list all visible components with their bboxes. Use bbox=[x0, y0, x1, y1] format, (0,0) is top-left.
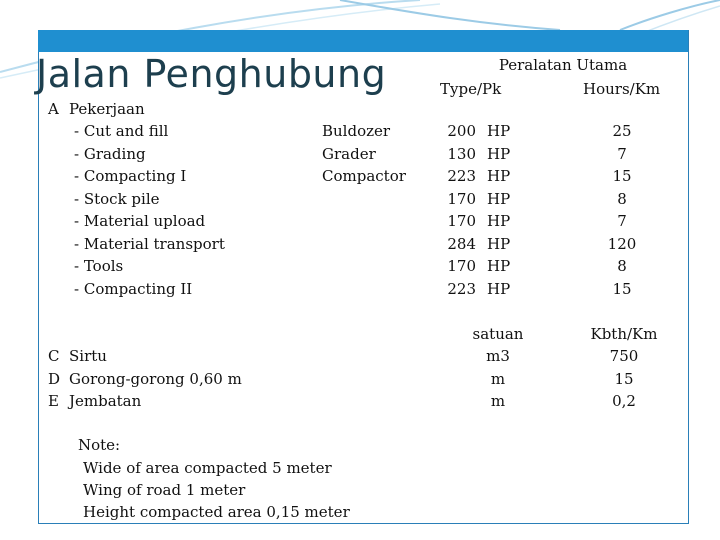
material-letter: C bbox=[48, 347, 60, 365]
material-letter: E bbox=[48, 392, 59, 410]
col-header-type: Type/Pk bbox=[440, 80, 502, 98]
task-item: - Material transport bbox=[74, 235, 225, 253]
material-name: Gorong-gorong 0,60 m bbox=[69, 370, 242, 388]
pk-unit: HP bbox=[487, 212, 511, 230]
pk-unit: HP bbox=[487, 122, 511, 140]
equipment-item: Buldozer bbox=[322, 122, 391, 140]
col-header-kbth: Kbth/Km bbox=[590, 325, 658, 343]
section-a-heading: Pekerjaan bbox=[69, 100, 145, 118]
hours-value: 7 bbox=[617, 145, 627, 163]
task-item: - Stock pile bbox=[74, 190, 160, 208]
section-a-letter: A bbox=[48, 100, 59, 118]
pk-value: 170 bbox=[447, 257, 476, 275]
material-name: Sirtu bbox=[69, 347, 107, 365]
col-header-hours: Hours/Km bbox=[583, 80, 661, 98]
hours-value: 15 bbox=[612, 280, 632, 298]
pk-value: 170 bbox=[447, 212, 476, 230]
note-line: Wide of area compacted 5 meter bbox=[83, 459, 332, 477]
material-kbth: 750 bbox=[609, 347, 639, 365]
pk-value: 223 bbox=[447, 280, 476, 298]
material-satuan: m3 bbox=[486, 347, 510, 365]
task-item: - Cut and fill bbox=[74, 122, 169, 140]
task-item: - Material upload bbox=[74, 212, 206, 230]
material-kbth: 0,2 bbox=[612, 392, 636, 410]
page-title: Jalan Penghubung bbox=[36, 52, 387, 96]
equipment-item: Compactor bbox=[322, 167, 406, 185]
equipment-item: Grader bbox=[322, 145, 376, 163]
pk-value: 284 bbox=[447, 235, 476, 253]
task-item: - Compacting II bbox=[74, 280, 193, 298]
header-bar bbox=[38, 30, 688, 52]
pk-unit: HP bbox=[487, 145, 511, 163]
hours-value: 25 bbox=[612, 122, 632, 140]
hours-value: 15 bbox=[612, 167, 632, 185]
material-satuan: m bbox=[490, 392, 506, 410]
pk-unit: HP bbox=[487, 167, 511, 185]
pk-unit: HP bbox=[487, 235, 511, 253]
note-heading: Note: bbox=[78, 436, 121, 454]
material-kbth: 15 bbox=[614, 370, 634, 388]
hours-value: 8 bbox=[617, 257, 627, 275]
note-line: Height compacted area 0,15 meter bbox=[83, 503, 350, 521]
material-satuan: m bbox=[490, 370, 506, 388]
pk-unit: HP bbox=[487, 257, 511, 275]
note-line: Wing of road 1 meter bbox=[83, 481, 246, 499]
pk-unit: HP bbox=[487, 190, 511, 208]
hours-value: 8 bbox=[617, 190, 627, 208]
hours-value: 120 bbox=[607, 235, 637, 253]
task-item: - Compacting I bbox=[74, 167, 187, 185]
hours-value: 7 bbox=[617, 212, 627, 230]
col-header-satuan: satuan bbox=[472, 325, 524, 343]
pk-value: 200 bbox=[447, 122, 476, 140]
task-item: - Tools bbox=[74, 257, 124, 275]
material-letter: D bbox=[48, 370, 61, 388]
pk-value: 130 bbox=[447, 145, 476, 163]
peralatan-heading: Peralatan Utama bbox=[498, 56, 628, 74]
pk-value: 170 bbox=[447, 190, 476, 208]
pk-unit: HP bbox=[487, 280, 511, 298]
pk-value: 223 bbox=[447, 167, 476, 185]
material-name: Jembatan bbox=[69, 392, 142, 410]
task-item: - Grading bbox=[74, 145, 146, 163]
